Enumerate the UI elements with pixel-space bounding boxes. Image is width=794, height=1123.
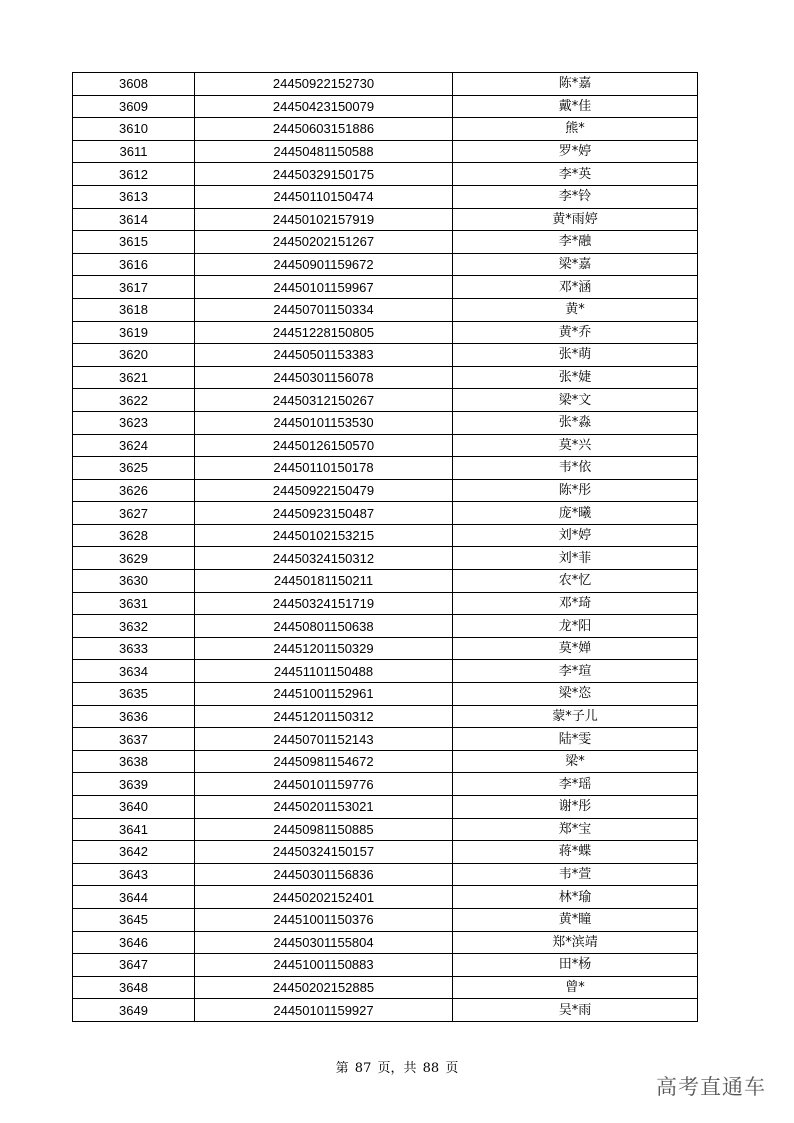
table-row	[73, 208, 698, 231]
serial-number-cell: 3636	[73, 705, 195, 728]
exam-id-cell: 24450301156078	[195, 366, 453, 389]
serial-number-cell: 3648	[73, 976, 195, 999]
student-name-cell: 梁*文	[453, 389, 698, 412]
student-name-cell: 黄*雨婷	[453, 208, 698, 231]
student-name-cell: 黄*瞳	[453, 908, 698, 931]
table-row	[73, 366, 698, 389]
student-name-cell: 蒙*子儿	[453, 705, 698, 728]
exam-id-cell: 24450701152143	[195, 728, 453, 751]
exam-id-cell: 24450101159967	[195, 276, 453, 299]
exam-id-cell: 24450101159927	[195, 999, 453, 1022]
student-name-cell: 刘*菲	[453, 547, 698, 570]
serial-number-cell: 3628	[73, 524, 195, 547]
student-name-cell: 蒋*蝶	[453, 841, 698, 864]
exam-id-cell: 24450110150178	[195, 457, 453, 480]
table-row	[73, 592, 698, 615]
exam-id-cell: 24450102157919	[195, 208, 453, 231]
student-name-cell: 曾*	[453, 976, 698, 999]
serial-number-cell: 3645	[73, 908, 195, 931]
table-row	[73, 796, 698, 819]
exam-id-cell: 24450324151719	[195, 592, 453, 615]
serial-number-cell: 3619	[73, 321, 195, 344]
student-name-cell: 吴*雨	[453, 999, 698, 1022]
table-row	[73, 411, 698, 434]
roster-body	[73, 73, 698, 1022]
exam-id-cell: 24450481150588	[195, 140, 453, 163]
table-row	[73, 457, 698, 480]
serial-number-cell: 3634	[73, 660, 195, 683]
student-name-cell: 黄*	[453, 298, 698, 321]
table-row	[73, 344, 698, 367]
exam-id-cell: 24450501153383	[195, 344, 453, 367]
serial-number-cell: 3616	[73, 253, 195, 276]
exam-id-cell: 24450312150267	[195, 389, 453, 412]
exam-id-cell: 24450981154672	[195, 750, 453, 773]
table-row	[73, 547, 698, 570]
exam-id-cell: 24451201150329	[195, 637, 453, 660]
serial-number-cell: 3630	[73, 570, 195, 593]
serial-number-cell: 3621	[73, 366, 195, 389]
serial-number-cell: 3613	[73, 185, 195, 208]
serial-number-cell: 3608	[73, 73, 195, 96]
serial-number-cell: 3631	[73, 592, 195, 615]
student-name-cell: 李*英	[453, 163, 698, 186]
serial-number-cell: 3609	[73, 95, 195, 118]
student-name-cell: 戴*佳	[453, 95, 698, 118]
exam-id-cell: 24450922150479	[195, 479, 453, 502]
student-name-cell: 张*婕	[453, 366, 698, 389]
serial-number-cell: 3633	[73, 637, 195, 660]
exam-id-cell: 24450701150334	[195, 298, 453, 321]
student-name-cell: 张*萌	[453, 344, 698, 367]
footer-total-pages: 88	[422, 1061, 440, 1076]
table-row	[73, 434, 698, 457]
footer-suffix: 页	[445, 1061, 459, 1076]
serial-number-cell: 3623	[73, 411, 195, 434]
serial-number-cell: 3639	[73, 773, 195, 796]
exam-id-cell: 24450202151267	[195, 231, 453, 254]
exam-id-cell: 24450301155804	[195, 931, 453, 954]
student-name-cell: 李*瑄	[453, 660, 698, 683]
table-row	[73, 773, 698, 796]
table-row	[73, 321, 698, 344]
exam-id-cell: 24450801150638	[195, 615, 453, 638]
student-name-cell: 黄*乔	[453, 321, 698, 344]
serial-number-cell: 3611	[73, 140, 195, 163]
serial-number-cell: 3632	[73, 615, 195, 638]
exam-id-cell: 24450102153215	[195, 524, 453, 547]
table-row	[73, 931, 698, 954]
serial-number-cell: 3641	[73, 818, 195, 841]
table-row	[73, 660, 698, 683]
table-row	[73, 479, 698, 502]
student-name-cell: 莫*兴	[453, 434, 698, 457]
exam-id-cell: 24450110150474	[195, 185, 453, 208]
student-name-cell: 梁*嘉	[453, 253, 698, 276]
exam-id-cell: 24450324150312	[195, 547, 453, 570]
exam-id-cell: 24450101159776	[195, 773, 453, 796]
exam-id-cell: 24450923150487	[195, 502, 453, 525]
table-row	[73, 728, 698, 751]
footer-middle: 页，共	[377, 1061, 417, 1076]
table-row	[73, 683, 698, 706]
serial-number-cell: 3644	[73, 886, 195, 909]
student-name-cell: 莫*婵	[453, 637, 698, 660]
serial-number-cell: 3620	[73, 344, 195, 367]
exam-id-cell: 24450101153530	[195, 411, 453, 434]
table-row	[73, 298, 698, 321]
student-name-cell: 林*瑜	[453, 886, 698, 909]
student-name-cell: 熊*	[453, 118, 698, 141]
student-name-cell: 李*融	[453, 231, 698, 254]
exam-id-cell: 24451001150376	[195, 908, 453, 931]
student-name-cell: 梁*恣	[453, 683, 698, 706]
watermark-logo: 高考直通车	[656, 1075, 766, 1099]
serial-number-cell: 3626	[73, 479, 195, 502]
table-row	[73, 73, 698, 96]
student-name-cell: 田*杨	[453, 954, 698, 977]
table-row	[73, 615, 698, 638]
table-row	[73, 705, 698, 728]
exam-id-cell: 24451001150883	[195, 954, 453, 977]
footer-page-number: 87	[354, 1061, 372, 1076]
student-name-cell: 龙*阳	[453, 615, 698, 638]
table-row	[73, 841, 698, 864]
exam-id-cell: 24450922152730	[195, 73, 453, 96]
table-row	[73, 253, 698, 276]
exam-id-cell: 24451001152961	[195, 683, 453, 706]
table-row	[73, 389, 698, 412]
table-row	[73, 999, 698, 1022]
serial-number-cell: 3646	[73, 931, 195, 954]
exam-id-cell: 24450126150570	[195, 434, 453, 457]
student-name-cell: 罗*婷	[453, 140, 698, 163]
table-row	[73, 95, 698, 118]
table-row	[73, 231, 698, 254]
table-row	[73, 570, 698, 593]
serial-number-cell: 3642	[73, 841, 195, 864]
exam-id-cell: 24450981150885	[195, 818, 453, 841]
serial-number-cell: 3625	[73, 457, 195, 480]
serial-number-cell: 3624	[73, 434, 195, 457]
serial-number-cell: 3622	[73, 389, 195, 412]
table-row	[73, 140, 698, 163]
table-row	[73, 163, 698, 186]
student-name-cell: 农*忆	[453, 570, 698, 593]
table-row	[73, 886, 698, 909]
student-name-cell: 李*瑶	[453, 773, 698, 796]
exam-id-cell: 24450202152401	[195, 886, 453, 909]
roster-table	[72, 72, 698, 1022]
table-row	[73, 750, 698, 773]
student-name-cell: 李*铃	[453, 185, 698, 208]
table-row	[73, 118, 698, 141]
student-name-cell: 韦*依	[453, 457, 698, 480]
serial-number-cell: 3612	[73, 163, 195, 186]
serial-number-cell: 3635	[73, 683, 195, 706]
table-row	[73, 908, 698, 931]
exam-id-cell: 24450202152885	[195, 976, 453, 999]
exam-id-cell: 24450301156836	[195, 863, 453, 886]
serial-number-cell: 3618	[73, 298, 195, 321]
table-row	[73, 818, 698, 841]
student-name-cell: 刘*婷	[453, 524, 698, 547]
exam-id-cell: 24450329150175	[195, 163, 453, 186]
exam-id-cell: 24451101150488	[195, 660, 453, 683]
serial-number-cell: 3629	[73, 547, 195, 570]
serial-number-cell: 3627	[73, 502, 195, 525]
serial-number-cell: 3615	[73, 231, 195, 254]
student-name-cell: 谢*彤	[453, 796, 698, 819]
serial-number-cell: 3640	[73, 796, 195, 819]
table-row	[73, 276, 698, 299]
exam-id-cell: 24450901159672	[195, 253, 453, 276]
serial-number-cell: 3637	[73, 728, 195, 751]
table-row	[73, 976, 698, 999]
exam-id-cell: 24450201153021	[195, 796, 453, 819]
serial-number-cell: 3647	[73, 954, 195, 977]
serial-number-cell: 3643	[73, 863, 195, 886]
exam-id-cell: 24450603151886	[195, 118, 453, 141]
table-row	[73, 954, 698, 977]
student-name-cell: 郑*宝	[453, 818, 698, 841]
student-name-cell: 韦*萱	[453, 863, 698, 886]
student-name-cell: 邓*涵	[453, 276, 698, 299]
table-row	[73, 185, 698, 208]
table-row	[73, 524, 698, 547]
exam-id-cell: 24450324150157	[195, 841, 453, 864]
exam-id-cell: 24450181150211	[195, 570, 453, 593]
student-name-cell: 邓*琦	[453, 592, 698, 615]
table-row	[73, 502, 698, 525]
serial-number-cell: 3614	[73, 208, 195, 231]
student-name-cell: 梁*	[453, 750, 698, 773]
exam-id-cell: 24450423150079	[195, 95, 453, 118]
serial-number-cell: 3617	[73, 276, 195, 299]
exam-id-cell: 24451228150805	[195, 321, 453, 344]
student-name-cell: 庞*曦	[453, 502, 698, 525]
table-row	[73, 863, 698, 886]
student-name-cell: 陈*嘉	[453, 73, 698, 96]
student-name-cell: 陈*彤	[453, 479, 698, 502]
table-row	[73, 637, 698, 660]
student-name-cell: 张*淼	[453, 411, 698, 434]
serial-number-cell: 3638	[73, 750, 195, 773]
footer-prefix: 第	[335, 1061, 349, 1076]
student-name-cell: 郑*滨靖	[453, 931, 698, 954]
exam-id-cell: 24451201150312	[195, 705, 453, 728]
student-name-cell: 陆*雯	[453, 728, 698, 751]
serial-number-cell: 3649	[73, 999, 195, 1022]
serial-number-cell: 3610	[73, 118, 195, 141]
